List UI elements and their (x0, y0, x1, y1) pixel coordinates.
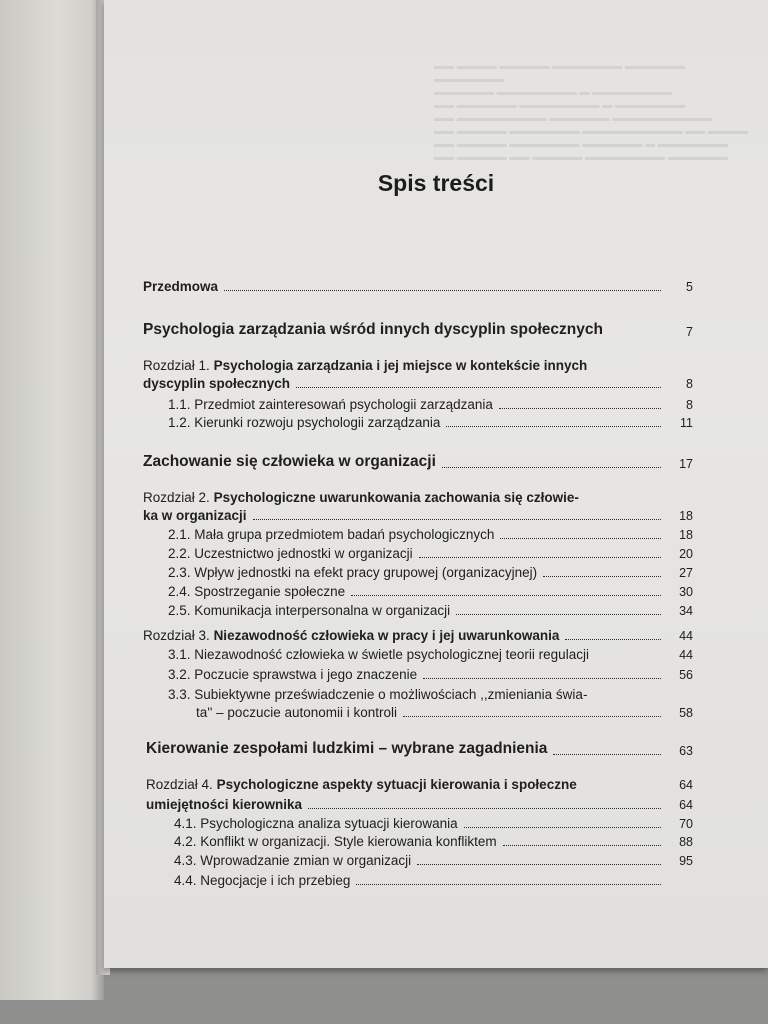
page-number: 17 (679, 457, 693, 471)
toc-section: 2.2. Uczestnictwo jednostki w organizacji 20 (168, 546, 693, 561)
page-number: 56 (679, 668, 693, 682)
page-number: 64 (679, 778, 693, 792)
page-number: 44 (679, 648, 693, 662)
toc-chapter-title: Rozdział 4. Psychologiczne aspekty sytuacji kierowania i społeczne 64 (146, 777, 693, 792)
page-number: 20 (679, 547, 693, 561)
page-number: 7 (686, 325, 693, 339)
toc-part-heading: Psychologia zarządzania wśród innych dyscyplin społecznych 7 (143, 321, 693, 339)
toc-chapter-title: Rozdział 3. Niezawodność człowieka w pracy i jej uwarunkowania 44 (143, 628, 693, 643)
toc-section: 4.4. Negocjacje i ich przebieg (174, 873, 693, 888)
toc-section: 2.3. Wpływ jednostki na efekt pracy grupowej (organizacyjnej) 27 (168, 565, 693, 580)
page-number: 27 (679, 566, 693, 580)
page-number: 95 (679, 854, 693, 868)
page-number: 18 (679, 528, 693, 542)
table-of-contents (104, 0, 768, 968)
page-number: 44 (679, 629, 693, 643)
toc-section: 2.1. Mała grupa przedmiotem badań psychologicznych 18 (168, 527, 693, 542)
toc-chapter-title-continued: ka w organizacji 18 (143, 508, 693, 523)
toc-part-heading: Kierowanie zespołami ludzkimi – wybrane zagadnienia 63 (146, 740, 693, 758)
toc-entry-preface: Przedmowa 5 (143, 279, 693, 294)
left-page (0, 0, 104, 1000)
toc-chapter-title-continued: umiejętności kierownika 64 (146, 797, 693, 812)
page-number: 30 (679, 585, 693, 599)
page-number: 64 (679, 798, 693, 812)
page-number: 18 (679, 509, 693, 523)
page-number: 58 (679, 706, 693, 720)
toc-part-heading: Zachowanie się człowieka w organizacji 17 (143, 453, 693, 471)
toc-chapter-title: Rozdział 1. Psychologia zarządzania i jej miejsce w kontekście innych (143, 358, 588, 373)
toc-section: 4.2. Konflikt w organizacji. Style kierowania konfliktem 88 (174, 834, 693, 849)
toc-section: 3.2. Poczucie sprawstwa i jego znaczenie 56 (168, 667, 693, 682)
page-title: Spis treści (377, 170, 495, 196)
toc-section: 2.5. Komunikacja interpersonalna w organizacji 34 (168, 603, 693, 618)
page-number: 70 (679, 817, 693, 831)
page-number: 34 (679, 604, 693, 618)
page-number: 11 (680, 416, 693, 430)
page-number: 8 (686, 398, 693, 412)
page-number: 8 (686, 377, 693, 391)
toc-section: 1.1. Przedmiot zainteresowań psychologii zarządzania 8 (168, 397, 693, 412)
right-page (104, 0, 768, 968)
toc-section: 1.2. Kierunki rozwoju psychologii zarządzania 11 (168, 415, 693, 430)
toc-chapter-title: Rozdział 2. Psychologiczne uwarunkowania zachowania się człowie- (143, 490, 579, 505)
toc-section: 2.4. Spostrzeganie społeczne 30 (168, 584, 693, 599)
toc-section: 3.3. Subiektywne przeświadczenie o możliwościach ,,zmieniania świa- (168, 687, 588, 702)
page-number: 63 (679, 744, 693, 758)
page-number: 88 (679, 835, 693, 849)
toc-section-continued: ta'' – poczucie autonomii i kontroli 58 (196, 705, 693, 720)
toc-section: 4.1. Psychologiczna analiza sytuacji kierowania 70 (174, 816, 693, 831)
toc-section: 4.3. Wprowadzanie zmian w organizacji 95 (174, 853, 693, 868)
bleed-through-text: ▬▬ ▬▬▬▬ ▬▬▬▬▬ ▬▬▬▬▬▬▬ ▬▬▬▬▬▬ ▬▬▬▬▬▬▬ ▬▬▬▬▬▬ ▬▬▬▬▬▬▬▬ ▬ ▬▬▬▬▬▬▬▬ ▬▬ ▬▬▬▬▬▬ ▬▬▬▬▬▬▬▬ ▬ ▬▬▬▬▬▬▬ ▬▬ ▬▬▬▬▬▬▬▬▬ ▬▬▬▬▬▬ ▬▬▬▬▬▬▬▬▬▬ ▬▬ ▬▬▬▬▬ ▬▬▬▬▬▬▬ ▬▬▬▬▬▬▬▬▬▬ ▬▬ ▬▬▬▬ ▬▬ ▬▬▬▬▬ ▬▬▬▬▬▬▬ ▬▬▬▬▬▬ ▬ ▬▬▬▬▬▬▬ ▬▬ ▬▬▬▬▬ ▬▬ ▬▬▬▬▬ ▬▬▬▬▬▬▬▬ ▬▬▬▬▬▬ (434, 61, 748, 163)
toc-chapter-title-continued: dyscyplin społecznych 8 (143, 376, 693, 391)
page-number: 5 (686, 280, 693, 294)
toc-section: 3.1. Niezawodność człowieka w świetle psychologicznej teorii regulacji 44 (168, 647, 693, 662)
